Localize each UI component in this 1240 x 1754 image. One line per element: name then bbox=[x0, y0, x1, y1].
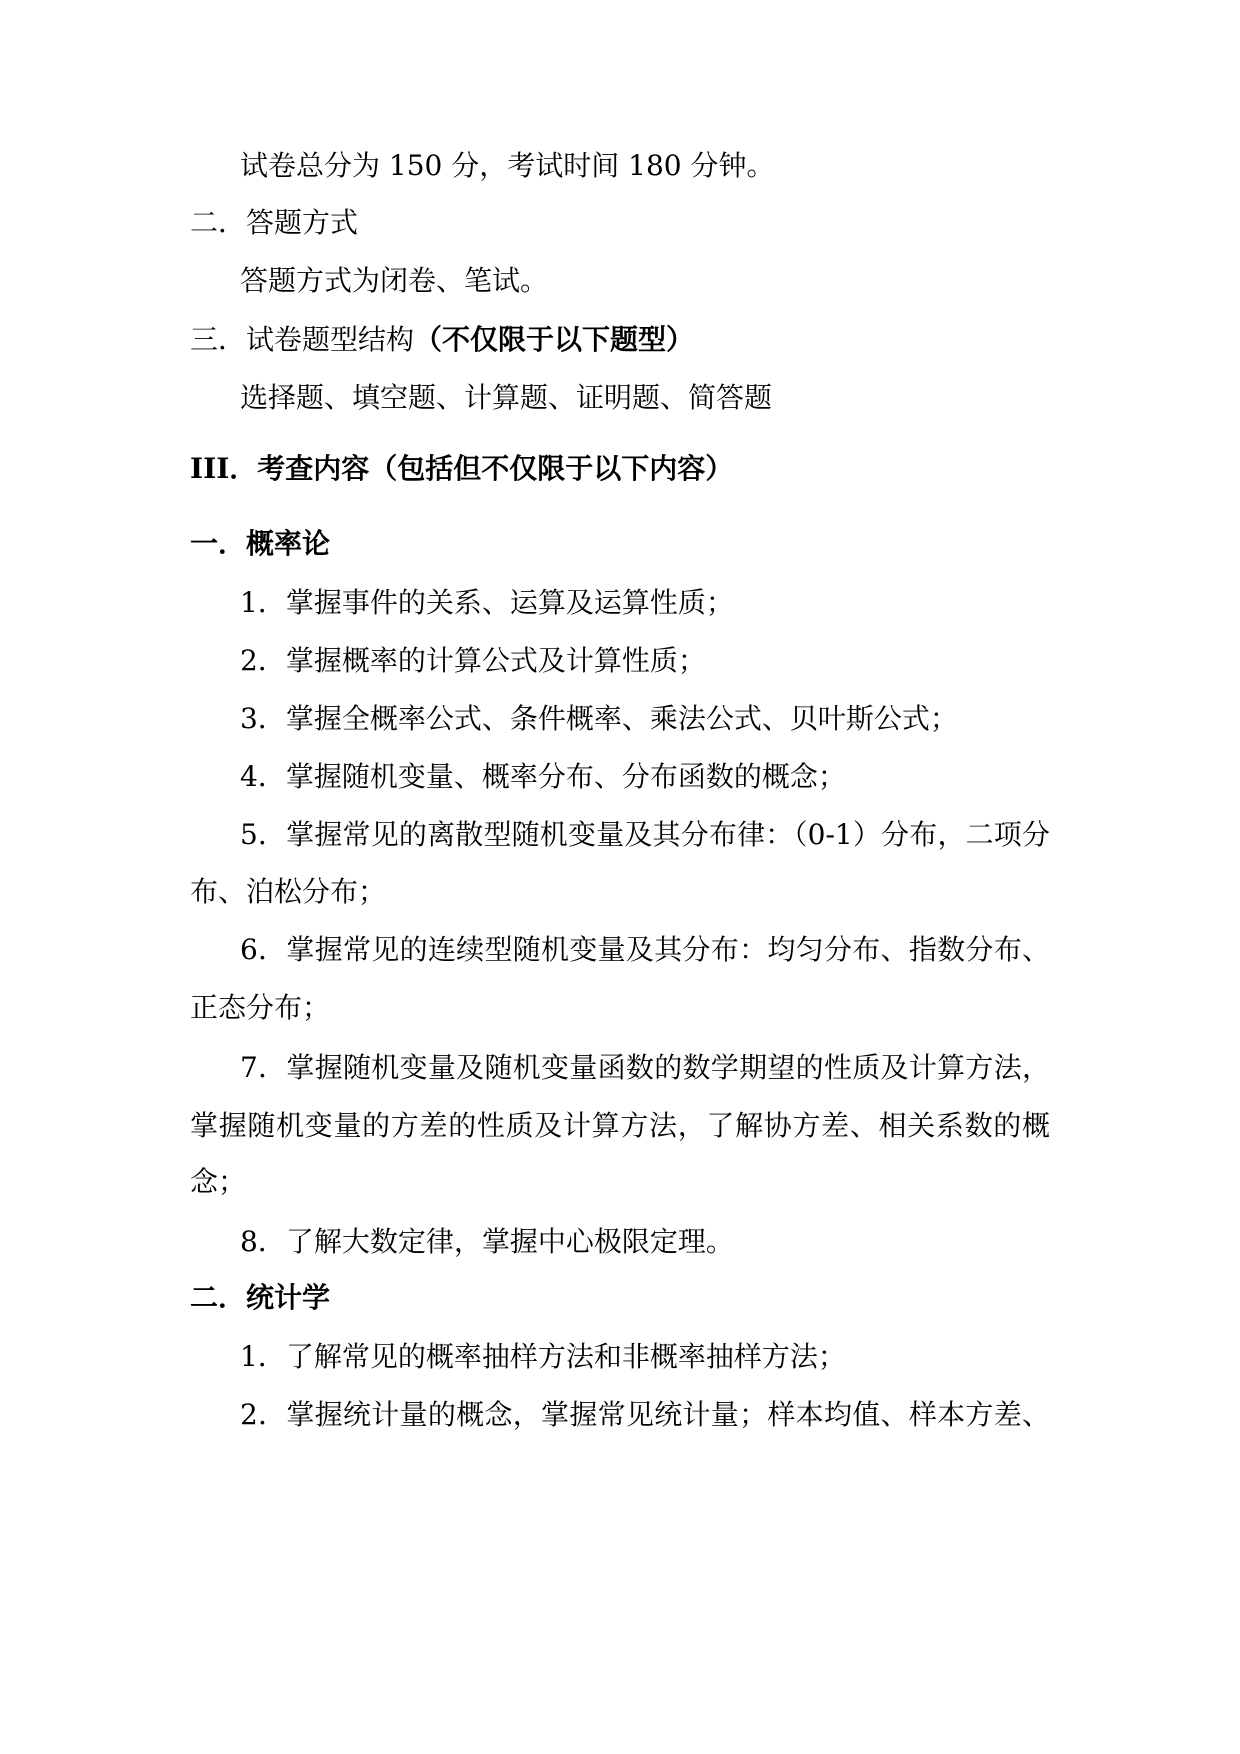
answer-method-heading: 二．答题方式 bbox=[190, 206, 359, 239]
probability-item: 6．掌握常见的连续型随机变量及其分布：均匀分布、指数分布、 bbox=[240, 933, 1050, 966]
score-line: 试卷总分为 150 分，考试时间 180 分钟。 bbox=[240, 149, 775, 182]
probability-item: 2．掌握概率的计算公式及计算性质； bbox=[240, 644, 706, 677]
probability-item-continued: 念； bbox=[190, 1165, 247, 1198]
probability-heading: 一．概率论 bbox=[190, 527, 331, 560]
probability-item: 3．掌握全概率公式、条件概率、乘法公式、贝叶斯公式； bbox=[240, 702, 958, 735]
structure-heading-prefix: 三．试卷题型结构 bbox=[190, 323, 415, 356]
probability-item: 4．掌握随机变量、概率分布、分布函数的概念； bbox=[240, 760, 846, 793]
content-title: III．考查内容（包括但不仅限于以下内容） bbox=[190, 452, 734, 485]
probability-item: 1．掌握事件的关系、运算及运算性质； bbox=[240, 586, 734, 619]
probability-item-continued: 正态分布； bbox=[190, 991, 331, 1024]
probability-item-continued: 布、泊松分布； bbox=[190, 875, 387, 908]
statistics-item: 2．掌握统计量的概念，掌握常见统计量；样本均值、样本方差、 bbox=[240, 1398, 1050, 1431]
structure-heading bbox=[190, 322, 1050, 358]
statistics-heading: 二．统计学 bbox=[190, 1281, 331, 1314]
probability-item: 5．掌握常见的离散型随机变量及其分布律：（0-1）分布，二项分 bbox=[240, 818, 1050, 851]
statistics-item: 1．了解常见的概率抽样方法和非概率抽样方法； bbox=[240, 1340, 846, 1373]
probability-item: 8．了解大数定律，掌握中心极限定理。 bbox=[240, 1225, 734, 1258]
probability-item-continued: 掌握随机变量的方差的性质及计算方法，了解协方差、相关系数的概 bbox=[190, 1109, 1050, 1142]
probability-item: 7．掌握随机变量及随机变量函数的数学期望的性质及计算方法， bbox=[240, 1051, 1050, 1084]
structure-heading-note: （不仅限于以下题型） bbox=[414, 323, 695, 356]
answer-method-body: 答题方式为闭卷、笔试。 bbox=[240, 264, 549, 297]
structure-body: 选择题、填空题、计算题、证明题、简答题 bbox=[240, 381, 773, 414]
